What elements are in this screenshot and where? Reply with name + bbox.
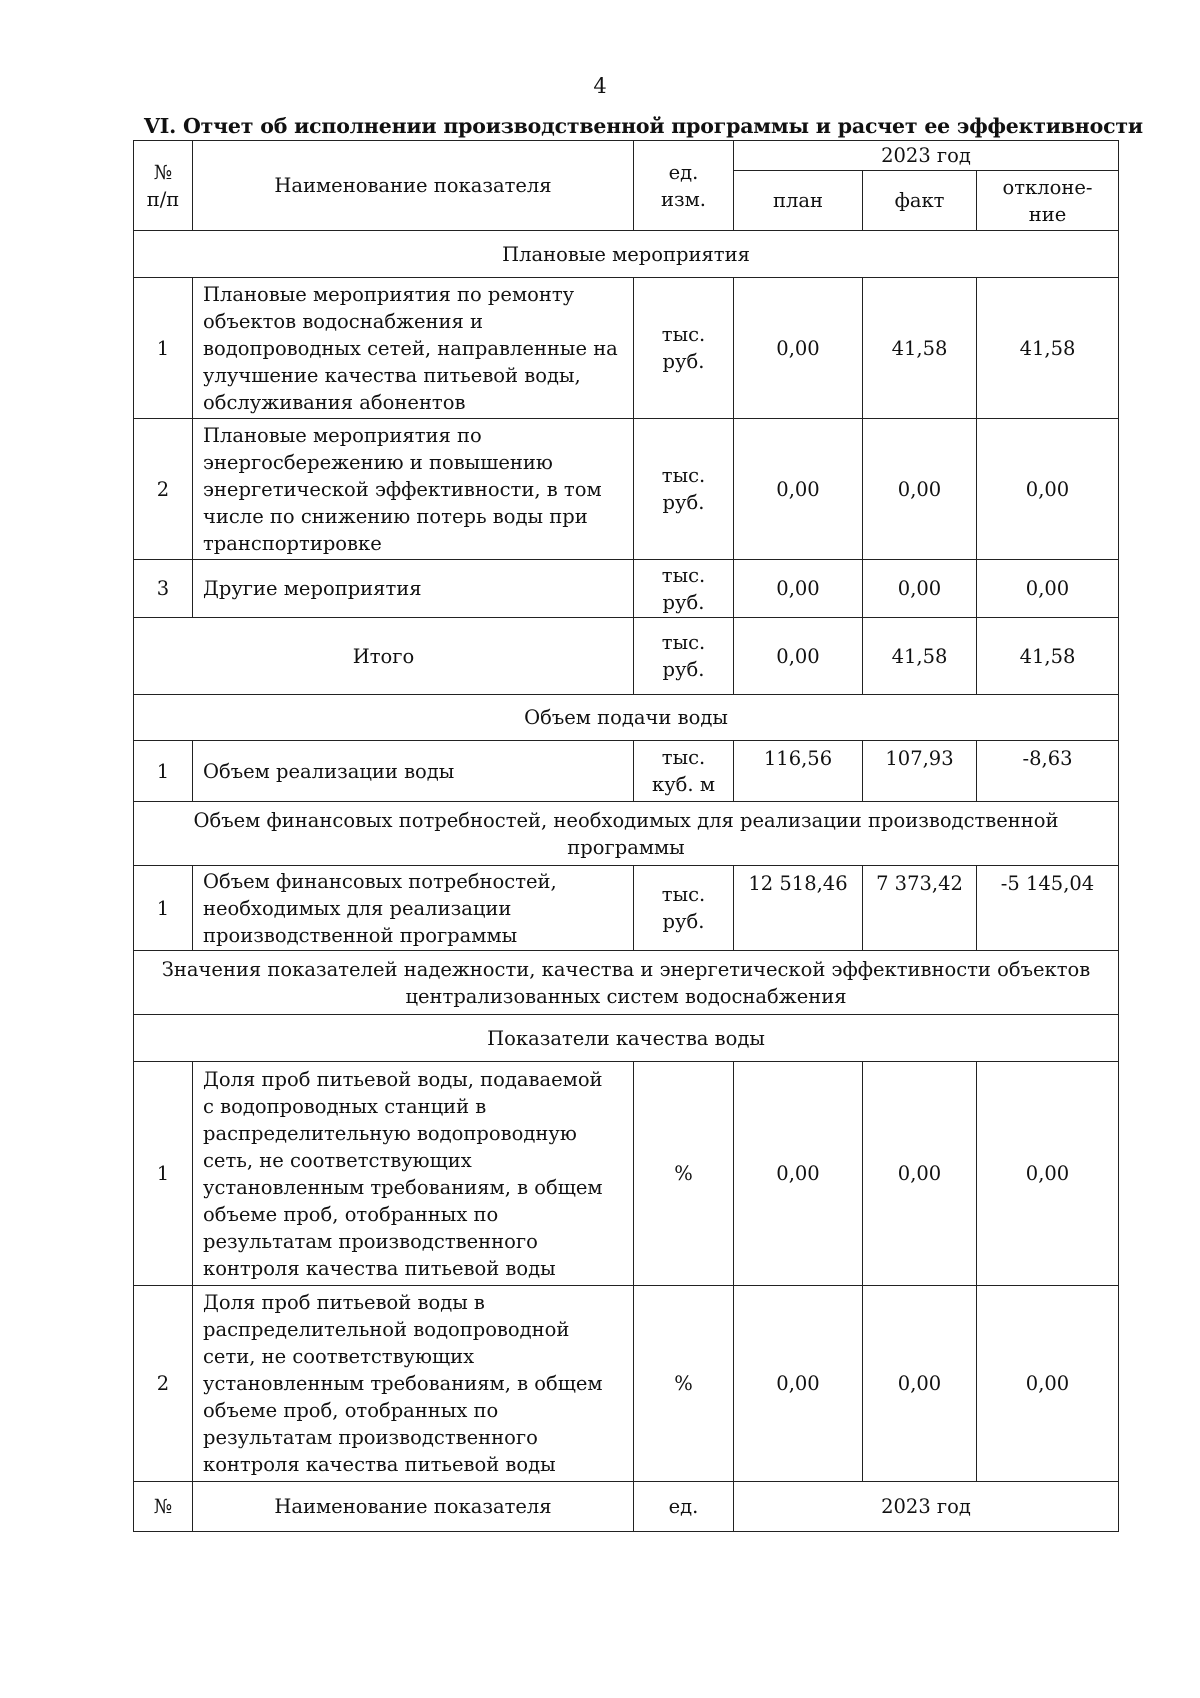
section-indicators: [134, 951, 1119, 1015]
header-num-line1: №: [153, 160, 173, 184]
row-fact: 0,00: [863, 419, 977, 560]
row-name-line: распределительной водопроводной: [203, 1318, 570, 1341]
row-unit: %: [634, 1286, 734, 1482]
row-name-line: объеме проб, отобранных по: [203, 1202, 499, 1226]
section-water-quality: Показатели качества воды: [134, 1015, 1119, 1062]
header-year: 2023 год: [734, 141, 1119, 171]
header-num-line2: п/п: [146, 187, 180, 211]
row-name-line: объеме проб, отобранных по: [203, 1399, 499, 1422]
table-row: [134, 866, 1119, 951]
row-plan: 0,00: [734, 1062, 863, 1286]
header-deviation: [977, 171, 1119, 231]
row-plan: 0,00: [734, 1286, 863, 1482]
row-name-line: Доля проб питьевой воды в: [203, 1291, 485, 1314]
table-row: [134, 741, 1119, 802]
row-name-line: Другие мероприятия: [203, 577, 422, 600]
total-label: Итого: [134, 618, 634, 695]
row-deviation: 0,00: [977, 1286, 1119, 1482]
section-row: [134, 951, 1119, 1015]
row-fact: 0,00: [863, 1062, 977, 1286]
row-name: [193, 560, 634, 618]
row-name-line: контроля качества питьевой воды: [203, 1256, 556, 1280]
row-name-line: Доля проб питьевой воды, подаваемой: [203, 1067, 603, 1091]
row-unit: %: [634, 1062, 734, 1286]
repeat-header-name: Наименование показателя: [193, 1482, 634, 1532]
header-unit-line1: ед.: [668, 160, 699, 184]
row-name-line: установленным требованиям, в общем: [203, 1372, 603, 1395]
row-deviation: 41,58: [977, 278, 1119, 419]
header-unit: [634, 141, 734, 231]
row-name-line: объектов водоснабжения и: [203, 309, 484, 333]
row-name-line: сети, не соответствующих: [203, 1345, 475, 1368]
row-name-line: распределительную водопроводную: [203, 1121, 577, 1145]
row-name-line: водопроводных сетей, направленные на: [203, 336, 618, 360]
header-fact: факт: [863, 171, 977, 231]
section-financial-line2: программы: [567, 835, 685, 859]
section-row: [134, 1015, 1119, 1062]
repeat-header-unit: ед.: [634, 1482, 734, 1532]
row-plan: 0,00: [734, 560, 863, 618]
row-deviation: -8,63: [977, 741, 1119, 802]
repeat-header-row: [134, 1482, 1119, 1532]
row-name-line: Плановые мероприятия по ремонту: [203, 282, 575, 306]
row-fact: 41,58: [863, 278, 977, 419]
row-name-line: числе по снижению потерь воды при: [203, 504, 588, 528]
row-name-line: энергетической эффективности, в том: [203, 477, 602, 501]
row-plan: 116,56: [734, 741, 863, 802]
row-num: 3: [134, 560, 193, 618]
row-unit-line2: руб.: [662, 350, 705, 373]
table-row: [134, 560, 1119, 618]
report-table: [133, 140, 1119, 1532]
repeat-header-num: №: [134, 1482, 193, 1532]
section-indicators-line1: Значения показателей надежности, качества и энергетической эффективности объектов: [161, 957, 1091, 981]
row-name: [193, 1062, 634, 1286]
row-unit: [634, 560, 734, 618]
row-name: Объем реализации воды: [193, 741, 634, 802]
section-indicators-line2: централизованных систем водоснабжения: [405, 984, 847, 1008]
table-row: [134, 419, 1119, 560]
row-fact: 107,93: [863, 741, 977, 802]
row-unit: [634, 866, 734, 951]
row-unit: [634, 278, 734, 419]
page-number: 4: [593, 74, 607, 98]
row-unit-line2: куб. м: [652, 773, 715, 796]
row-name-line: обслуживания абонентов: [203, 390, 466, 414]
total-unit-line1: тыс.: [661, 631, 706, 654]
header-deviation-line1: отклоне-: [1002, 175, 1093, 199]
row-fact: 0,00: [863, 1286, 977, 1482]
row-unit-line1: тыс.: [661, 563, 706, 587]
total-unit: [634, 618, 734, 695]
table-row: [134, 278, 1119, 419]
section-heading: VI. Отчет об исполнении производственной программы и расчет ее эффективности: [144, 114, 1143, 138]
row-fact: 0,00: [863, 560, 977, 618]
row-name: [193, 1286, 634, 1482]
row-name-line: транспортировке: [203, 531, 382, 555]
row-name-line: производственной программы: [203, 923, 518, 947]
row-plan: 12 518,46: [734, 866, 863, 951]
row-num: 1: [134, 741, 193, 802]
total-unit-line2: руб.: [662, 658, 705, 681]
row-unit-line1: тыс.: [661, 883, 706, 906]
section-planned-measures: Плановые мероприятия: [134, 231, 1119, 278]
repeat-header-year: 2023 год: [734, 1482, 1119, 1532]
row-num: 2: [134, 419, 193, 560]
row-unit-line2: руб.: [662, 910, 705, 933]
row-name-line: установленным требованиям, в общем: [203, 1175, 603, 1199]
header-row: [134, 141, 1119, 171]
row-name-line: необходимых для реализации: [203, 896, 512, 920]
row-deviation: 0,00: [977, 560, 1119, 618]
row-num: 1: [134, 278, 193, 419]
row-unit: [634, 419, 734, 560]
row-unit-line2: руб.: [662, 590, 705, 614]
row-name: [193, 419, 634, 560]
section-water-supply: Объем подачи воды: [134, 695, 1119, 741]
row-name-line: результатам производственного: [203, 1229, 538, 1253]
total-row: [134, 618, 1119, 695]
row-name-line: результатам производственного: [203, 1426, 538, 1449]
row-num: 2: [134, 1286, 193, 1482]
table-row: [134, 1286, 1119, 1482]
total-deviation: 41,58: [977, 618, 1119, 695]
row-name-line: Плановые мероприятия по: [203, 423, 482, 447]
row-plan: 0,00: [734, 419, 863, 560]
header-num: [134, 141, 193, 231]
header-unit-line2: изм.: [661, 187, 706, 211]
row-unit: [634, 741, 734, 802]
total-plan: 0,00: [734, 618, 863, 695]
row-deviation: 0,00: [977, 1062, 1119, 1286]
row-name-line: улучшение качества питьевой воды,: [203, 363, 581, 387]
header-plan: план: [734, 171, 863, 231]
row-name-line: сеть, не соответствующих: [203, 1148, 472, 1172]
row-deviation: 0,00: [977, 419, 1119, 560]
row-name-line: Объем финансовых потребностей,: [203, 869, 557, 893]
row-num: 1: [134, 866, 193, 951]
row-fact: 7 373,42: [863, 866, 977, 951]
header-name: Наименование показателя: [193, 141, 634, 231]
row-name: [193, 278, 634, 419]
row-name-line: энергосбережению и повышению: [203, 450, 553, 474]
row-unit-line2: руб.: [662, 491, 705, 514]
row-num: 1: [134, 1062, 193, 1286]
row-unit-line1: тыс.: [661, 464, 706, 487]
section-row: [134, 695, 1119, 741]
table-row: [134, 1062, 1119, 1286]
section-row: [134, 231, 1119, 278]
row-plan: 0,00: [734, 278, 863, 419]
section-financial: [134, 802, 1119, 866]
section-row: [134, 802, 1119, 866]
row-unit-line1: тыс.: [661, 323, 706, 346]
row-deviation: -5 145,04: [977, 866, 1119, 951]
section-financial-line1: Объем финансовых потребностей, необходимых для реализации производственной: [193, 808, 1059, 832]
header-deviation-line2: ние: [1028, 202, 1067, 226]
row-name-line: контроля качества питьевой воды: [203, 1453, 556, 1476]
row-name: [193, 866, 634, 951]
row-unit-line1: тыс.: [661, 746, 706, 769]
total-fact: 41,58: [863, 618, 977, 695]
row-name-line: с водопроводных станций в: [203, 1094, 487, 1118]
